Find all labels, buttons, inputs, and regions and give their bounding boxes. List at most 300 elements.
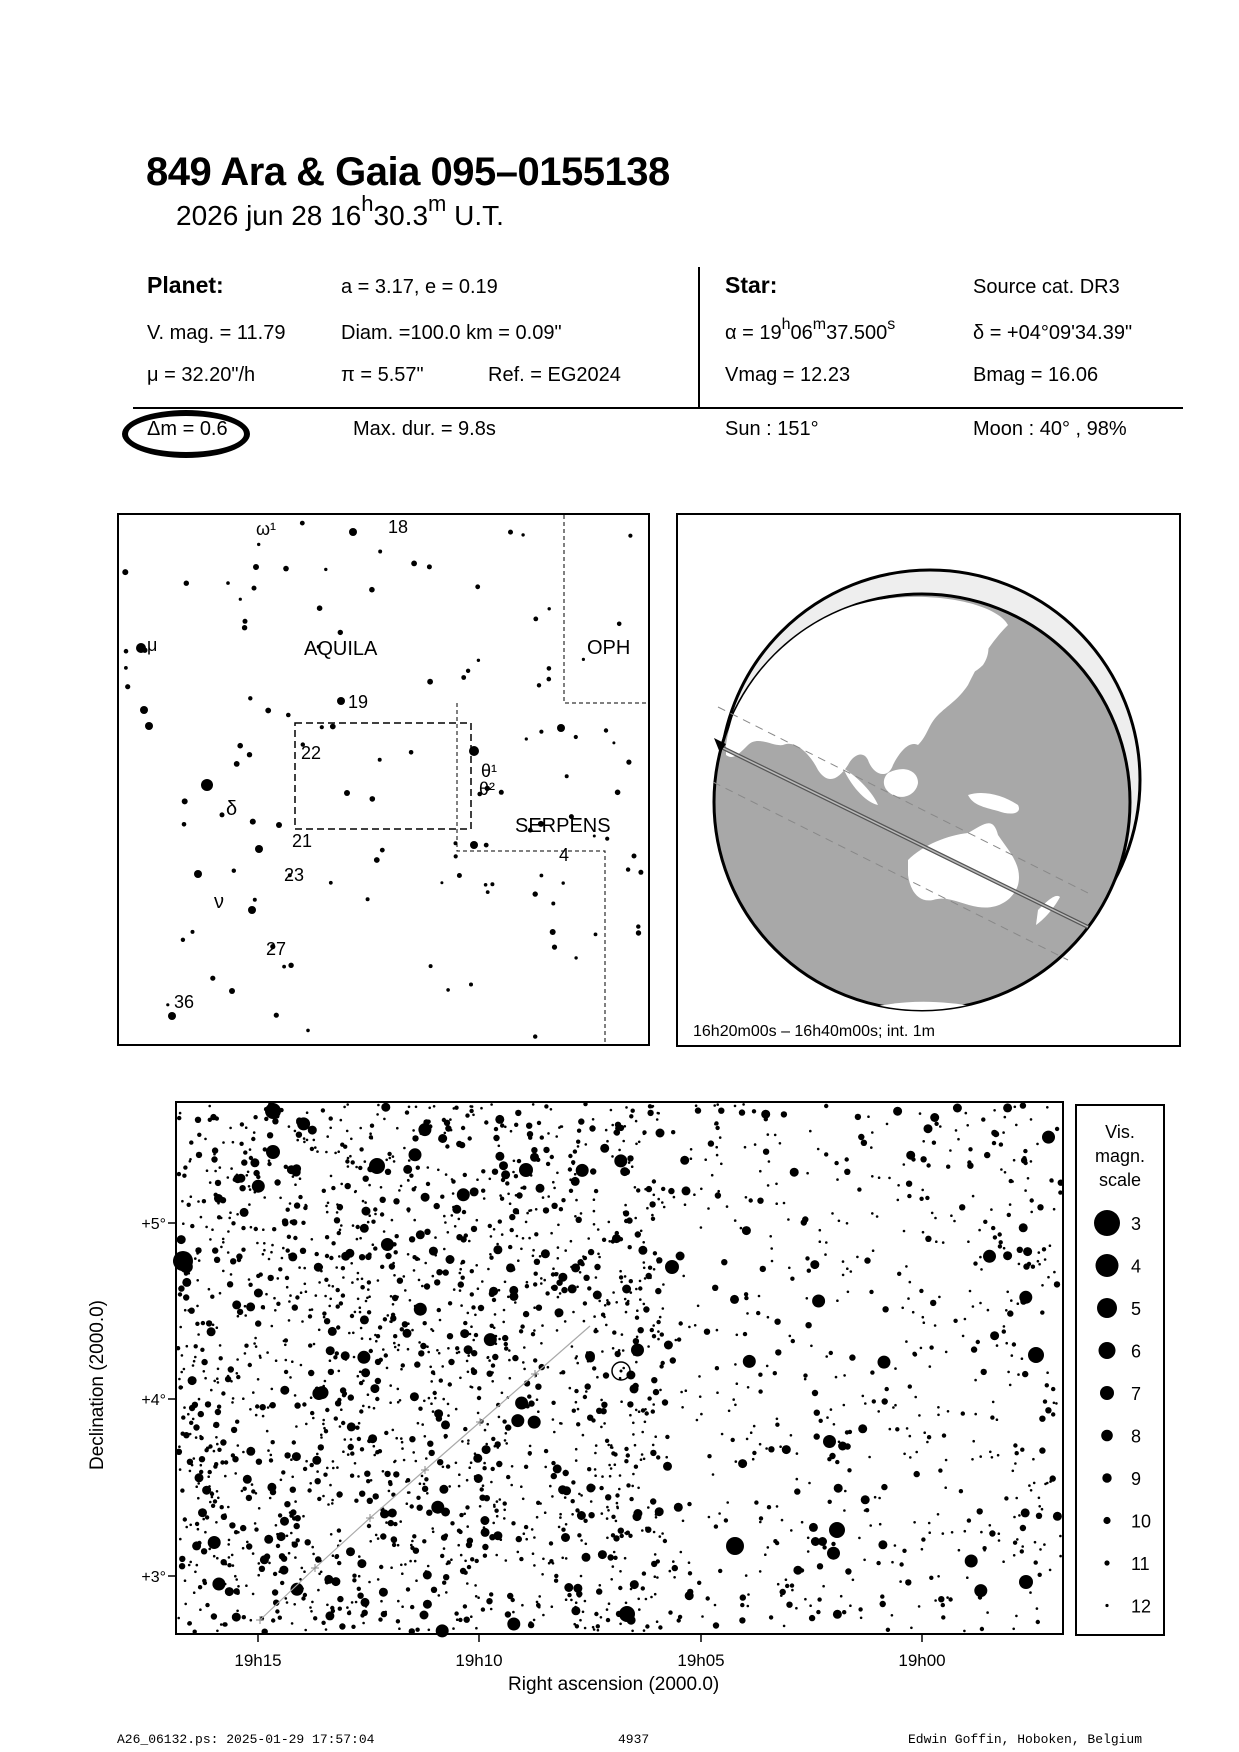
field-star	[463, 1513, 466, 1516]
field-star	[810, 1345, 813, 1348]
finder-star	[470, 841, 478, 849]
field-star	[955, 1129, 958, 1132]
field-star	[498, 1219, 502, 1223]
field-star	[474, 1333, 478, 1337]
star-label-omega1: ω¹	[256, 519, 277, 539]
field-star	[582, 1553, 591, 1562]
field-star	[808, 1482, 811, 1485]
field-star	[183, 1368, 186, 1371]
field-star	[550, 1108, 553, 1111]
field-star	[532, 1249, 535, 1252]
field-star	[438, 1137, 442, 1141]
field-star	[381, 1103, 390, 1112]
field-star	[240, 1525, 246, 1531]
field-star	[187, 1203, 191, 1207]
field-star	[1003, 1251, 1012, 1260]
field-star	[571, 1499, 575, 1503]
field-star	[425, 1457, 428, 1460]
field-star	[536, 1601, 539, 1604]
field-star	[624, 1447, 628, 1451]
finder-star	[548, 607, 551, 610]
star-vmag: Vmag = 12.23	[725, 364, 851, 386]
field-star	[480, 1107, 483, 1110]
field-star	[601, 1402, 607, 1408]
field-star	[634, 1444, 637, 1447]
field-star	[412, 1135, 418, 1141]
field-star	[447, 1231, 450, 1234]
field-star	[908, 1384, 912, 1388]
field-star	[368, 1581, 371, 1584]
field-star	[231, 1401, 234, 1404]
field-star	[329, 1256, 333, 1260]
field-star	[697, 1581, 701, 1585]
field-star	[980, 1268, 983, 1271]
field-star	[444, 1535, 447, 1538]
field-star	[559, 1292, 562, 1295]
field-star	[216, 1581, 219, 1584]
field-star	[375, 1378, 381, 1384]
field-star	[330, 1606, 334, 1610]
field-star	[421, 1423, 424, 1426]
field-star	[239, 1185, 245, 1191]
field-star	[639, 1280, 642, 1283]
field-star	[1059, 1555, 1062, 1558]
field-star	[509, 1202, 512, 1205]
field-star	[336, 1491, 342, 1497]
finder-star	[525, 737, 528, 740]
field-star	[422, 1486, 428, 1492]
field-star	[193, 1457, 196, 1460]
field-star	[844, 1169, 850, 1175]
field-star	[351, 1601, 354, 1604]
field-star	[244, 1305, 247, 1308]
field-star	[219, 1292, 222, 1295]
field-star	[393, 1342, 396, 1345]
field-star	[558, 1526, 561, 1529]
field-star	[341, 1351, 350, 1360]
field-star	[410, 1504, 414, 1508]
field-star	[302, 1402, 306, 1406]
field-star	[236, 1358, 239, 1361]
field-star	[593, 1198, 596, 1201]
field-star	[464, 1233, 468, 1237]
field-star	[592, 1626, 595, 1629]
field-star	[308, 1314, 312, 1318]
field-star	[321, 1108, 325, 1112]
field-star	[849, 1354, 855, 1360]
field-star	[392, 1429, 395, 1432]
field-star	[248, 1283, 252, 1287]
field-star	[491, 1380, 494, 1383]
field-star	[716, 1154, 719, 1157]
field-star	[659, 1535, 662, 1538]
field-star	[380, 1212, 384, 1216]
field-star	[867, 1115, 870, 1118]
field-star	[340, 1119, 343, 1122]
field-star	[536, 1184, 545, 1193]
field-star	[1009, 1384, 1012, 1387]
field-star	[375, 1397, 379, 1401]
field-star	[464, 1617, 470, 1623]
field-star	[494, 1509, 498, 1513]
field-star	[187, 1459, 193, 1465]
field-star	[457, 1529, 461, 1533]
field-star	[323, 1427, 326, 1430]
field-star	[417, 1505, 423, 1511]
field-star	[559, 1372, 562, 1375]
finder-star	[469, 983, 473, 987]
field-star	[230, 1273, 233, 1276]
field-star	[280, 1479, 283, 1482]
field-star	[638, 1410, 641, 1413]
field-star	[534, 1272, 538, 1276]
legend-dot	[1101, 1430, 1113, 1442]
field-star	[520, 1248, 523, 1251]
field-star	[1034, 1541, 1037, 1544]
field-star	[530, 1209, 533, 1212]
field-star	[322, 1385, 325, 1388]
field-star	[670, 1357, 676, 1363]
field-star	[553, 1431, 556, 1434]
field-star	[668, 1610, 672, 1614]
field-star	[214, 1257, 220, 1263]
field-star	[262, 1253, 265, 1256]
field-star	[231, 1427, 237, 1433]
legend-dot	[1103, 1517, 1110, 1524]
field-star	[601, 1475, 604, 1478]
field-star	[759, 1516, 763, 1520]
field-star	[196, 1305, 199, 1308]
field-star	[291, 1622, 294, 1625]
finder-star	[604, 728, 608, 732]
field-star	[619, 1474, 622, 1477]
field-star	[213, 1380, 216, 1383]
field-star	[250, 1619, 253, 1622]
field-star	[642, 1571, 646, 1575]
field-star	[337, 1528, 341, 1532]
field-star	[431, 1370, 435, 1374]
field-star	[275, 1359, 278, 1362]
field-star	[924, 1124, 933, 1133]
field-star	[331, 1241, 335, 1245]
field-star	[414, 1303, 427, 1316]
field-star	[269, 1458, 273, 1462]
field-star	[390, 1295, 393, 1298]
field-star	[216, 1630, 219, 1633]
field-star	[409, 1560, 412, 1563]
field-star	[631, 1344, 644, 1357]
field-star	[304, 1629, 307, 1632]
globe-time-range: 16h20m00s – 16h40m00s; int. 1m	[693, 1023, 935, 1040]
field-star	[629, 1414, 632, 1417]
field-star	[659, 1364, 663, 1368]
field-star	[687, 1589, 693, 1595]
field-star	[998, 1244, 1002, 1248]
field-star	[439, 1378, 443, 1382]
field-star	[835, 1460, 839, 1464]
field-star	[619, 1237, 623, 1241]
finder-star	[533, 617, 538, 622]
field-star	[470, 1615, 473, 1618]
field-star	[734, 1105, 737, 1108]
field-star	[232, 1564, 235, 1567]
field-star	[1053, 1208, 1056, 1211]
field-star	[561, 1198, 565, 1202]
field-star	[623, 1287, 627, 1291]
field-star	[934, 1217, 937, 1220]
field-star	[657, 1330, 660, 1333]
field-star	[436, 1624, 449, 1637]
field-star	[759, 1570, 762, 1573]
field-star	[942, 1241, 945, 1244]
field-star	[432, 1275, 435, 1278]
field-star	[279, 1566, 288, 1575]
field-star	[621, 1333, 624, 1336]
field-star	[749, 1198, 753, 1202]
field-star	[958, 1549, 961, 1552]
field-star	[618, 1125, 624, 1131]
field-star	[938, 1468, 942, 1472]
field-star	[341, 1421, 345, 1425]
field-star	[339, 1623, 345, 1629]
field-star	[219, 1166, 222, 1169]
field-star	[652, 1444, 655, 1447]
field-star	[540, 1282, 543, 1285]
field-star	[520, 1485, 523, 1488]
field-star	[373, 1207, 377, 1211]
field-star	[254, 1337, 257, 1340]
field-star	[351, 1281, 354, 1284]
field-star	[503, 1309, 506, 1312]
field-star	[359, 1147, 363, 1151]
field-star	[992, 1401, 995, 1404]
field-star	[631, 1485, 634, 1488]
field-star	[196, 1564, 199, 1567]
field-star	[310, 1411, 314, 1415]
field-star	[616, 1353, 620, 1357]
field-star	[322, 1495, 325, 1498]
star-field-frame	[176, 1102, 1063, 1634]
field-star	[794, 1488, 800, 1494]
field-star	[270, 1454, 273, 1457]
field-star	[717, 1190, 720, 1193]
field-star	[615, 1301, 618, 1304]
field-star	[352, 1224, 355, 1227]
field-star	[445, 1144, 449, 1148]
field-star	[414, 1305, 417, 1308]
field-star	[740, 1603, 744, 1607]
field-star	[776, 1418, 779, 1421]
field-star	[845, 1430, 849, 1434]
field-star	[227, 1589, 231, 1593]
field-star	[1030, 1118, 1033, 1121]
field-star	[208, 1470, 212, 1474]
field-star	[417, 1422, 420, 1425]
field-star	[700, 1413, 703, 1416]
field-star	[693, 1193, 696, 1196]
field-star	[1037, 1204, 1043, 1210]
field-star	[644, 1277, 647, 1280]
field-star	[897, 1272, 901, 1276]
field-star	[776, 1505, 779, 1508]
field-star	[439, 1319, 442, 1322]
field-star	[498, 1416, 501, 1419]
field-star	[426, 1345, 429, 1348]
field-star	[613, 1452, 617, 1456]
field-star	[183, 1406, 186, 1409]
field-star	[340, 1183, 343, 1186]
field-star	[439, 1485, 448, 1494]
field-star	[204, 1138, 207, 1141]
field-star	[367, 1288, 370, 1291]
field-star	[834, 1161, 838, 1165]
field-star	[446, 1563, 449, 1566]
field-star	[373, 1445, 376, 1448]
field-star	[467, 1354, 470, 1357]
field-star	[1020, 1448, 1024, 1452]
field-star	[1004, 1496, 1008, 1500]
field-star	[179, 1468, 182, 1471]
finder-star	[182, 822, 187, 827]
field-star	[343, 1106, 346, 1109]
field-star	[886, 1628, 890, 1632]
field-star	[361, 1337, 364, 1340]
field-star	[220, 1246, 223, 1249]
field-star	[558, 1485, 567, 1494]
field-star	[181, 1415, 185, 1419]
event-datetime	[176, 191, 504, 232]
field-star	[565, 1598, 568, 1601]
field-star	[514, 1174, 518, 1178]
field-star	[942, 1532, 945, 1535]
field-star	[643, 1303, 646, 1306]
field-star	[928, 1522, 931, 1525]
field-star	[466, 1582, 469, 1585]
field-star	[428, 1629, 431, 1632]
field-star	[688, 1326, 691, 1329]
field-star	[335, 1266, 338, 1269]
field-star	[368, 1434, 377, 1443]
field-star	[611, 1155, 614, 1158]
field-star	[383, 1118, 386, 1121]
field-star	[200, 1216, 203, 1219]
field-star	[604, 1304, 607, 1307]
field-star	[657, 1198, 660, 1201]
field-star	[569, 1178, 572, 1181]
field-star	[557, 1257, 560, 1260]
field-star	[560, 1422, 563, 1425]
field-star	[418, 1153, 421, 1156]
field-star	[564, 1320, 567, 1323]
field-star	[220, 1197, 226, 1203]
field-star	[525, 1284, 529, 1288]
field-star	[805, 1322, 811, 1328]
field-star	[373, 1493, 379, 1499]
legend-magnitude-label: 11	[1131, 1554, 1150, 1574]
field-star	[809, 1523, 818, 1532]
field-star	[1015, 1451, 1019, 1455]
legend-dot	[1094, 1210, 1120, 1236]
field-star	[850, 1270, 853, 1273]
field-star	[198, 1411, 204, 1417]
field-star	[750, 1431, 753, 1434]
field-star	[582, 1434, 585, 1437]
field-star	[217, 1202, 220, 1205]
field-star	[585, 1383, 591, 1389]
field-star	[298, 1195, 302, 1199]
field-star	[434, 1203, 440, 1209]
field-star	[588, 1512, 594, 1518]
field-star	[385, 1253, 391, 1259]
field-star	[806, 1297, 809, 1300]
field-star	[303, 1141, 306, 1144]
field-star	[512, 1355, 518, 1361]
field-star	[264, 1117, 268, 1121]
field-star	[684, 1160, 687, 1163]
field-star	[406, 1478, 410, 1482]
field-star	[505, 1181, 509, 1185]
field-star	[204, 1448, 208, 1452]
field-star	[640, 1458, 643, 1461]
field-star	[552, 1181, 555, 1184]
field-star	[275, 1524, 278, 1527]
field-star	[1030, 1198, 1034, 1202]
field-star	[198, 1585, 202, 1589]
field-star	[495, 1152, 504, 1161]
field-star	[402, 1321, 408, 1327]
field-star	[489, 1256, 493, 1260]
field-star	[734, 1219, 737, 1222]
field-star	[1043, 1543, 1046, 1546]
field-star	[533, 1358, 537, 1362]
field-star	[656, 1620, 659, 1623]
legend-magnitude-label: 10	[1131, 1511, 1152, 1532]
field-star	[257, 1378, 260, 1381]
field-star	[923, 1321, 926, 1324]
field-star	[668, 1188, 674, 1194]
field-star	[911, 1157, 915, 1161]
field-star	[579, 1619, 582, 1622]
field-of-view-rect	[295, 723, 471, 829]
field-star	[267, 1406, 270, 1409]
field-star	[515, 1397, 528, 1410]
field-star	[459, 1513, 463, 1517]
field-star	[522, 1498, 525, 1501]
field-star	[397, 1600, 400, 1603]
field-star	[426, 1510, 432, 1516]
field-star	[352, 1574, 356, 1578]
field-star	[605, 1129, 608, 1132]
field-star	[949, 1149, 952, 1152]
field-star	[432, 1410, 435, 1413]
field-star	[614, 1463, 617, 1466]
field-star-bright	[585, 1351, 595, 1361]
field-star	[359, 1311, 362, 1314]
field-star	[663, 1539, 667, 1543]
field-star	[1023, 1247, 1032, 1256]
field-star	[284, 1344, 287, 1347]
field-star	[404, 1169, 407, 1172]
field-star	[320, 1571, 323, 1574]
field-star	[322, 1189, 326, 1193]
finder-star	[540, 874, 544, 878]
field-star	[577, 1129, 581, 1133]
field-star	[1002, 1329, 1006, 1333]
field-star	[775, 1423, 779, 1427]
field-star	[459, 1377, 462, 1380]
field-star	[273, 1572, 277, 1576]
field-star	[624, 1298, 627, 1301]
